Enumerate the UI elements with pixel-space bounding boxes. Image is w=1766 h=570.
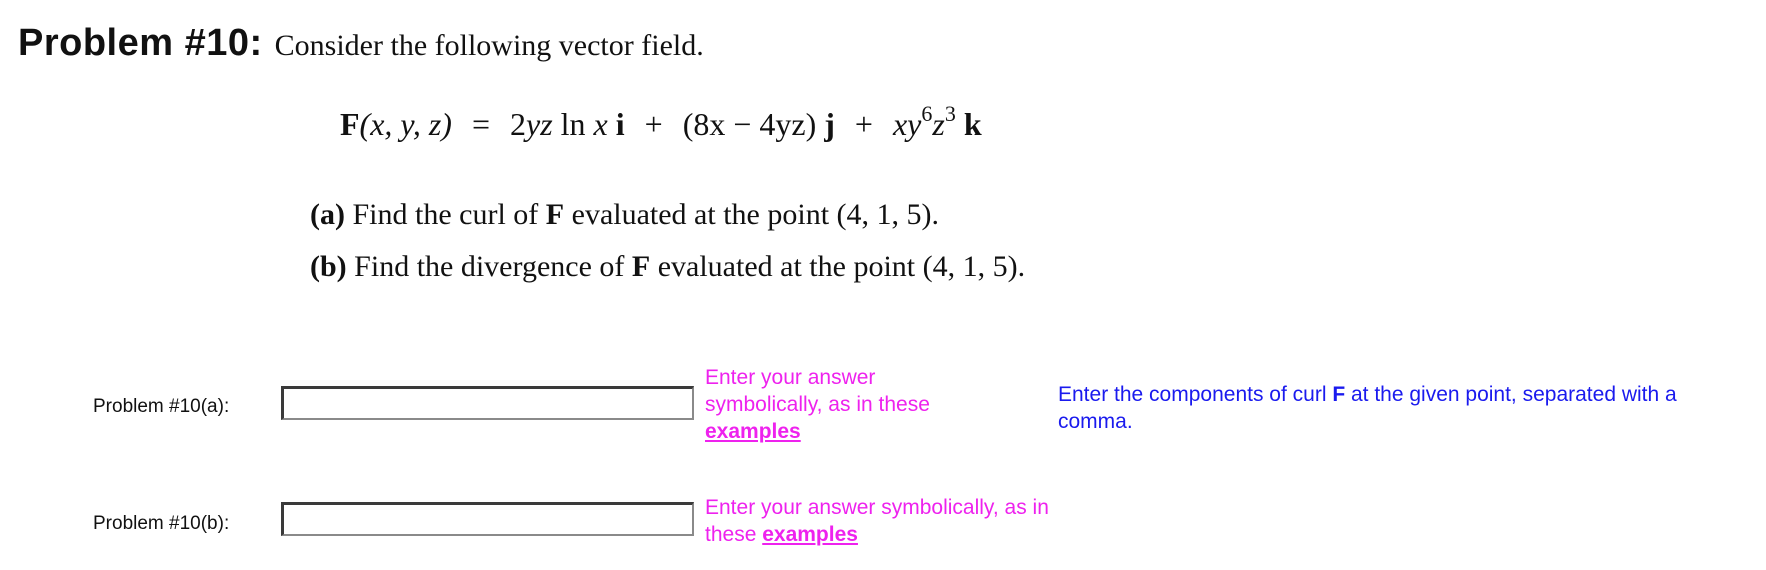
answer-b-input[interactable] xyxy=(281,502,694,536)
problem-title: Problem #10: xyxy=(18,22,263,64)
part-b-text xyxy=(310,250,1025,284)
answer-b-label: Problem #10(b): xyxy=(93,513,230,534)
instruction-text-2: at the given point, separated with a comma. xyxy=(1058,383,1677,433)
instruction-curl xyxy=(1058,381,1748,435)
answer-a-input[interactable] xyxy=(281,386,694,420)
hint-b-text: Enter your answer symbolically, as in these xyxy=(705,496,1049,546)
hint-a xyxy=(705,364,995,445)
equation-term3-xy: xy xyxy=(892,106,922,142)
instruction-text-1: Enter the components of curl xyxy=(1058,383,1333,406)
part-a-text-2: evaluated at the point (4, 1, 5). xyxy=(564,198,940,231)
hint-a-text: Enter your answer symbolically, as in these xyxy=(705,366,930,416)
equation-args: (x, y, z) xyxy=(359,106,452,142)
part-b-text-2: evaluated at the point (4, 1, 5). xyxy=(650,250,1026,283)
vector-field-equation xyxy=(340,101,982,143)
equation-term3-z: z xyxy=(932,106,945,142)
equation-plus2: + xyxy=(854,106,873,142)
equation-term1-vars: yz xyxy=(526,106,553,142)
part-a-F: F xyxy=(545,198,565,231)
problem-intro: Consider the following vector field. xyxy=(274,29,704,62)
part-b-label: (b) xyxy=(310,250,347,283)
hint-a-examples-link[interactable]: examples xyxy=(705,420,801,443)
equation-term1-fn: ln xyxy=(552,106,594,142)
part-a-label: (a) xyxy=(310,198,345,231)
equation-term3-exp-z: 3 xyxy=(944,101,956,126)
answer-a-label: Problem #10(a): xyxy=(93,396,230,417)
equation-plus1: + xyxy=(644,106,663,142)
hint-b-examples-link[interactable]: examples xyxy=(762,523,858,546)
equation-term2: (8x − 4yz) xyxy=(682,106,817,142)
part-a-text-1: Find the curl of xyxy=(352,198,546,231)
hint-b xyxy=(705,494,1075,548)
equation-term3-exp-y: 6 xyxy=(921,101,933,126)
equation-k: k xyxy=(963,106,982,142)
equation-equals: = xyxy=(471,106,490,142)
part-a-text xyxy=(310,198,939,232)
equation-term1-x: x xyxy=(593,106,608,142)
equation-i: i xyxy=(615,106,625,142)
part-b-F: F xyxy=(631,250,651,283)
problem-header xyxy=(18,22,704,65)
equation-j: j xyxy=(824,106,835,142)
instruction-F: F xyxy=(1332,383,1346,406)
equation-term1-coef: 2 xyxy=(510,106,526,142)
equation-F: F xyxy=(340,106,360,142)
part-b-text-1: Find the divergence of xyxy=(354,250,632,283)
